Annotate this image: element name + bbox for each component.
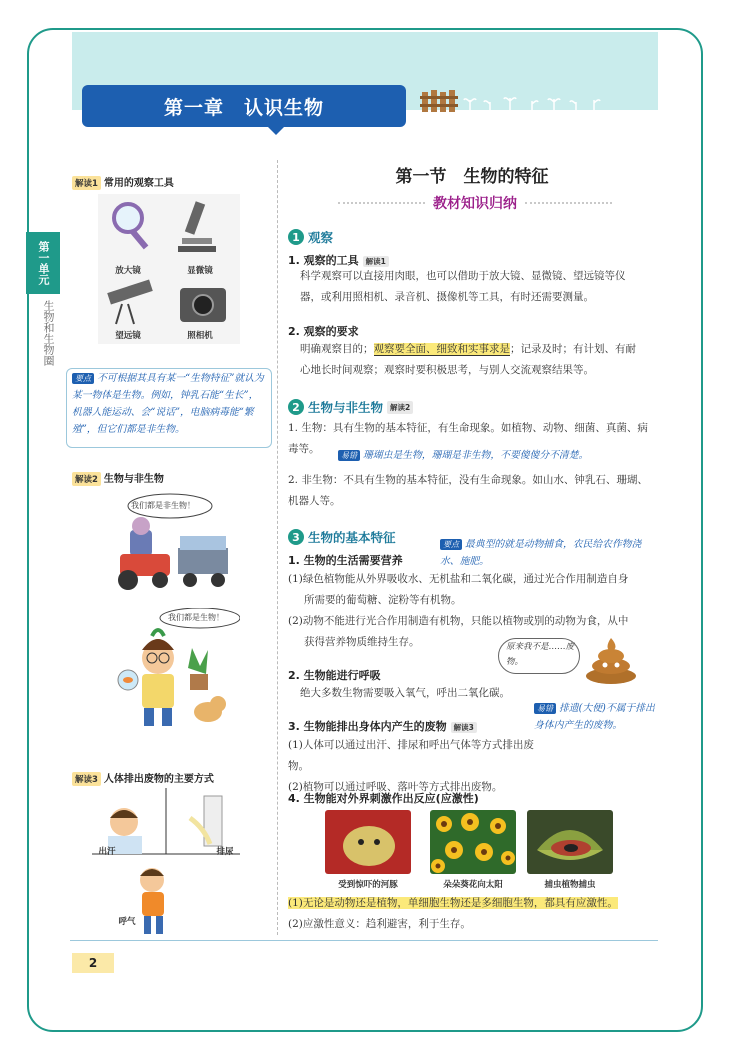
part1-heading xyxy=(288,228,333,246)
part2-heading xyxy=(288,398,413,416)
nonliving-bubble: 我们都是非生物！ xyxy=(131,501,195,510)
part3-sub2-title: 2. 生物能进行呼吸 xyxy=(288,669,381,682)
part2-item2-line2: 机器人等。 xyxy=(288,495,341,507)
part3-sub3-title-text: 3. 生物能排出身体内产生的废物 xyxy=(288,720,447,733)
part3-sub1-title: 1. 生物的生活需要营养 xyxy=(288,554,403,567)
part2-item1-line1: 1. 生物：具有生物的基本特征，有生命现象。如植物、动物、细菌、真菌、病 xyxy=(288,422,648,434)
part1-item1-title-text: 1. 观察的工具 xyxy=(288,254,359,267)
reading1-tag: 解读1 xyxy=(72,176,101,190)
part3-sub4-title: 4. 生物能对外界刺激作出反应(应激性) xyxy=(288,792,479,805)
footer-line xyxy=(70,940,658,941)
tool-caption-magnifier: 放大镜 xyxy=(115,266,141,276)
part2-mistake-note xyxy=(338,447,638,464)
part1-item2-pre: 明确观察目的； xyxy=(300,343,374,355)
part3-sub3-mistake-tag: 易错 xyxy=(534,703,556,714)
part3-sub3-text xyxy=(288,735,538,798)
part1-item1-line1: 科学观察可以直接用肉眼，也可以借助于放大镜、显微镜、望远镜等仪 xyxy=(300,270,626,282)
reading1-title xyxy=(72,174,174,190)
part3-sub4-line2: (2)应激性意义：趋利避害，利于生存。 xyxy=(288,918,471,930)
photo-sunflowers xyxy=(430,810,516,874)
part3-sub1-line3: (2)动物不能进行光合作用制造有机物，只能以植物或别的动物为食，从中 xyxy=(288,615,629,627)
part3-num: 3 xyxy=(288,529,304,545)
chapter-title-text: 第一章 认识生物 xyxy=(163,96,324,119)
waste-label-breath: 呼气 xyxy=(118,917,136,927)
waste-label-urine: 排尿 xyxy=(216,847,234,857)
part2-item2 xyxy=(288,470,660,512)
keypoint1-text: 不可根据其具有某一“生物特征”就认为某一物体是生物。例如，钟乳石能“生长”，机器人能运动、会“说话”，电脑病毒能“繁殖”，但它们都是非生物。 xyxy=(72,373,264,435)
part1-item1-line2: 器，或利用照相机、录音机、摄像机等工具，有时还需要测量。 xyxy=(300,291,594,303)
subtitle-text: 教材知识归纳 xyxy=(433,196,517,212)
column-divider xyxy=(277,160,278,935)
poop-bubble: 原来我不是……废物。 xyxy=(506,642,575,667)
tool-caption-camera: 照相机 xyxy=(187,331,213,341)
part3-sub3-line2: (2)植物可以通过呼吸、落叶等方式排出废物。 xyxy=(288,781,503,793)
reading2-title xyxy=(72,470,164,486)
subtitle-dots-right xyxy=(525,202,612,204)
reading3-title xyxy=(72,770,214,786)
reading2-tag: 解读2 xyxy=(72,472,101,486)
poop-character-icon xyxy=(584,634,638,684)
part3-sub4-text xyxy=(288,893,660,935)
photo-pufferfish xyxy=(325,810,411,874)
part1-item2-title: 2. 观察的要求 xyxy=(288,325,359,338)
part2-item1-line2: 毒等。 xyxy=(288,443,320,455)
section-title: 第一节 生物的特征 xyxy=(395,167,549,187)
part3-sub1-line1: (1)绿色植物能从外界吸收水、无机盐和二氧化碳，通过光合作用制造自身 xyxy=(288,573,629,585)
tool-caption-microscope: 显微镜 xyxy=(187,266,213,276)
subtitle-dots-left xyxy=(338,202,425,204)
part3-sub1-note-text: 最典型的就是动物捕食，农民给农作物浇水、施肥。 xyxy=(440,539,642,567)
part1-item2-highlight: 观察要全面、细致和实事求是 xyxy=(373,343,510,355)
unit-topic: 生物和生物圈 xyxy=(42,300,55,366)
part3-sub3-mistake-text: 排遗(大便)不属于排出身体内产生的废物。 xyxy=(534,703,655,731)
section-subtitle xyxy=(330,193,620,213)
part2-item2-line1: 2. 非生物：不具有生物的基本特征，没有生命现象。如山水、钟乳石、珊瑚、 xyxy=(288,474,648,486)
part3-sub1-note xyxy=(440,536,660,570)
part1-item2-text xyxy=(300,339,660,381)
living-illustration xyxy=(108,608,240,732)
part2-title: 生物与非生物 xyxy=(308,400,384,415)
keypoint1 xyxy=(72,370,268,438)
part3-sub3-mistake xyxy=(534,700,660,734)
part2-mistake-text: 珊瑚虫是生物，珊瑚是非生物，不要傻傻分不清楚。 xyxy=(363,450,589,461)
boy-with-pets-image xyxy=(108,608,240,732)
chapter-pill-tail xyxy=(268,127,284,135)
part3-sub1-note-tag: 要点 xyxy=(440,539,462,550)
waste-label-sweat: 出汗 xyxy=(98,847,116,857)
reading3-tag: 解读3 xyxy=(72,772,101,786)
reading2-title-text: 生物与非生物 xyxy=(103,474,164,485)
fence-icon xyxy=(420,86,460,112)
keypoint1-tag: 要点 xyxy=(72,373,94,384)
part2-tag: 解读2 xyxy=(387,401,413,414)
part2-mistake-tag: 易错 xyxy=(338,450,360,461)
part1-item2-post: ；记录及时；有计划、有耐 xyxy=(510,343,636,355)
part3-sub4-line1-text: (1)无论是动物还是植物，单细胞生物还是多细胞生物，都具有应激性。 xyxy=(288,897,618,909)
part3-sub3-tag: 解读3 xyxy=(451,722,477,733)
reading3-title-text: 人体排出废物的主要方式 xyxy=(103,774,214,785)
part1-item2-line2: 心地长时间观察；观察时要积极思考，与别人交流观察结果等。 xyxy=(300,364,594,376)
chapter-title xyxy=(82,85,406,127)
part1-title: 观察 xyxy=(308,230,334,245)
photo-caption-flytrap: 捕虫植物捕虫 xyxy=(544,880,596,890)
reading1-title-text: 常用的观察工具 xyxy=(103,178,174,189)
part3-sub1-line4: 获得营养物质维持生存。 xyxy=(304,636,420,648)
part1-num: 1 xyxy=(288,229,304,245)
part3-sub2-text: 绝大多数生物需要吸入氧气，呼出二氧化碳。 xyxy=(300,687,510,699)
living-bubble: 我们都是生物！ xyxy=(168,613,224,622)
part3-sub3-title xyxy=(288,718,477,734)
sprouts-icon xyxy=(462,92,602,112)
part3-heading xyxy=(288,528,396,546)
part2-num: 2 xyxy=(288,399,304,415)
part1-item1-tag: 解读1 xyxy=(363,256,389,267)
part3-sub1-line2: 所需要的葡萄糖、淀粉等有机物。 xyxy=(304,594,462,606)
part3-title: 生物的基本特征 xyxy=(308,530,396,545)
photo-caption-sunflowers: 朵朵葵花向太阳 xyxy=(443,880,503,890)
unit-tab: 第一单元 xyxy=(26,232,60,294)
part1-item1-text xyxy=(300,266,660,308)
tool-caption-telescope: 望远镜 xyxy=(115,331,141,341)
page-number: 2 xyxy=(72,953,114,973)
photo-caption-pufferfish: 受到惊吓的河豚 xyxy=(338,880,398,890)
part3-sub3-line1: (1)人体可以通过出汗、排尿和呼出气体等方式排出废物。 xyxy=(288,739,534,772)
part1-item2-line1 xyxy=(300,339,660,360)
part3-sub4-line1 xyxy=(288,893,660,914)
photo-flytrap xyxy=(527,810,613,874)
